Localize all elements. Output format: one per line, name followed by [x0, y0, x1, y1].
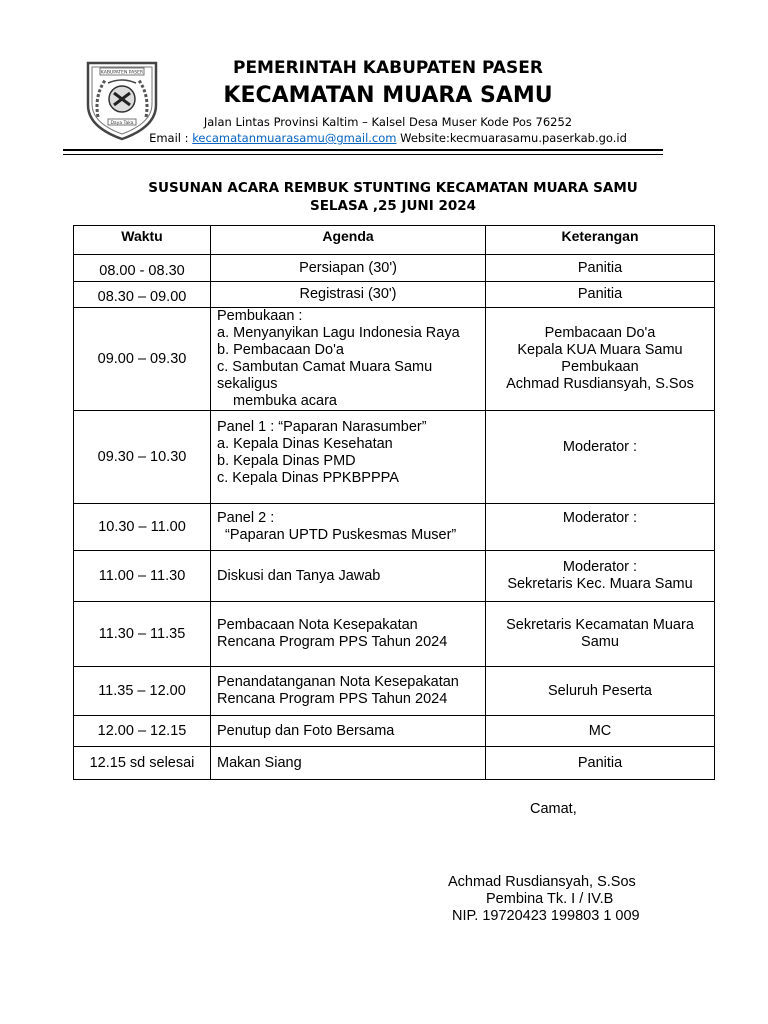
table-row — [74, 716, 715, 747]
table-row — [74, 602, 715, 667]
cell-agenda: Panel 2 : “Paparan UPTD Puskesmas Muser” — [211, 504, 486, 551]
header-keterangan: Keterangan — [486, 226, 715, 255]
cell-keterangan: Moderator : — [486, 411, 715, 504]
cell-agenda: Penandatanganan Nota Kesepakatan Rencana Program PPS Tahun 2024 — [211, 667, 486, 716]
signatory-rank: Pembina Tk. I / IV.B — [486, 891, 614, 907]
table-row — [74, 282, 715, 308]
table-row — [74, 308, 715, 411]
cell-keterangan: Moderator : Sekretaris Kec. Muara Samu — [486, 551, 715, 602]
cell-waktu: 12.15 sd selesai — [74, 747, 211, 780]
cell-keterangan: Moderator : — [486, 504, 715, 551]
email-link[interactable]: kecamatanmuarasamu@gmail.com — [192, 131, 397, 145]
table-row — [74, 411, 715, 504]
table-row — [74, 551, 715, 602]
cell-agenda: Registrasi (30') — [211, 282, 486, 308]
cell-waktu: 12.00 – 12.15 — [74, 716, 211, 747]
table-header-row — [74, 226, 715, 255]
document-date: SELASA ,25 JUNI 2024 — [309, 198, 477, 214]
cell-agenda: Panel 1 : “Paparan Narasumber” a. Kepala Dinas Kesehatan b. Kepala Dinas PMD c. Kepala Dinas PPKBPPPA — [211, 411, 486, 504]
cell-agenda: Penutup dan Foto Bersama — [211, 716, 486, 747]
website-text: Website:kecmuarasamu.paserkab.go.id — [400, 131, 627, 145]
government-name: PEMERINTAH KABUPATEN PASER — [232, 58, 543, 78]
cell-keterangan: MC — [486, 716, 715, 747]
header-waktu: Waktu — [74, 226, 211, 255]
cell-agenda: Pembacaan Nota Kesepakatan Rencana Program PPS Tahun 2024 — [211, 602, 486, 667]
signatory-name: Achmad Rusdiansyah, S.Sos — [448, 874, 636, 890]
cell-agenda: Persiapan (30') — [211, 255, 486, 282]
district-name: KECAMATAN MUARA SAMU — [223, 83, 553, 108]
header-agenda: Agenda — [211, 226, 486, 255]
signatory-nip: NIP. 19720423 199803 1 009 — [452, 908, 640, 924]
kabupaten-paser-emblem-icon — [84, 57, 160, 141]
table-row — [74, 255, 715, 282]
cell-waktu: 11.30 – 11.35 — [74, 602, 211, 667]
table-row — [74, 504, 715, 551]
cell-waktu: 10.30 – 11.00 — [74, 504, 211, 551]
email-label: Email : — [149, 131, 189, 145]
cell-agenda: Pembukaan : a. Menyanyikan Lagu Indonesia Raya b. Pembacaan Do'a c. Sambutan Camat Muara Samu sekaligus membuka acara — [211, 308, 486, 411]
cell-agenda: Makan Siang — [211, 747, 486, 780]
cell-waktu: 08.00 - 08.30 — [74, 255, 211, 282]
agenda-table — [73, 225, 715, 780]
header-rule-thick — [63, 149, 663, 151]
cell-keterangan: Panitia — [486, 747, 715, 780]
cell-waktu: 09.00 – 09.30 — [74, 308, 211, 411]
office-address: Jalan Lintas Provinsi Kaltim – Kalsel Desa Muser Kode Pos 76252 — [203, 115, 573, 129]
document-title: SUSUNAN ACARA REMBUK STUNTING KECAMATAN MUARA SAMU — [148, 180, 638, 196]
signature-title: Camat, — [530, 801, 577, 817]
contact-line — [60, 131, 716, 145]
table-row — [74, 667, 715, 716]
emblem-motto-text: Daya Taka — [110, 120, 134, 126]
cell-keterangan: Sekretaris Kecamatan Muara Samu — [486, 602, 715, 667]
cell-keterangan: Pembacaan Do'a Kepala KUA Muara Samu Pembukaan Achmad Rusdiansyah, S.Sos — [486, 308, 715, 411]
emblem-top-text: KABUPATEN PASER — [100, 70, 144, 76]
cell-waktu: 11.35 – 12.00 — [74, 667, 211, 716]
header-rule-thin — [63, 154, 663, 155]
cell-waktu: 09.30 – 10.30 — [74, 411, 211, 504]
cell-waktu: 08.30 – 09.00 — [74, 282, 211, 308]
cell-agenda: Diskusi dan Tanya Jawab — [211, 551, 486, 602]
cell-keterangan: Seluruh Peserta — [486, 667, 715, 716]
cell-waktu: 11.00 – 11.30 — [74, 551, 211, 602]
signature-block — [430, 874, 670, 925]
table-row — [74, 747, 715, 780]
cell-keterangan: Panitia — [486, 255, 715, 282]
cell-keterangan: Panitia — [486, 282, 715, 308]
